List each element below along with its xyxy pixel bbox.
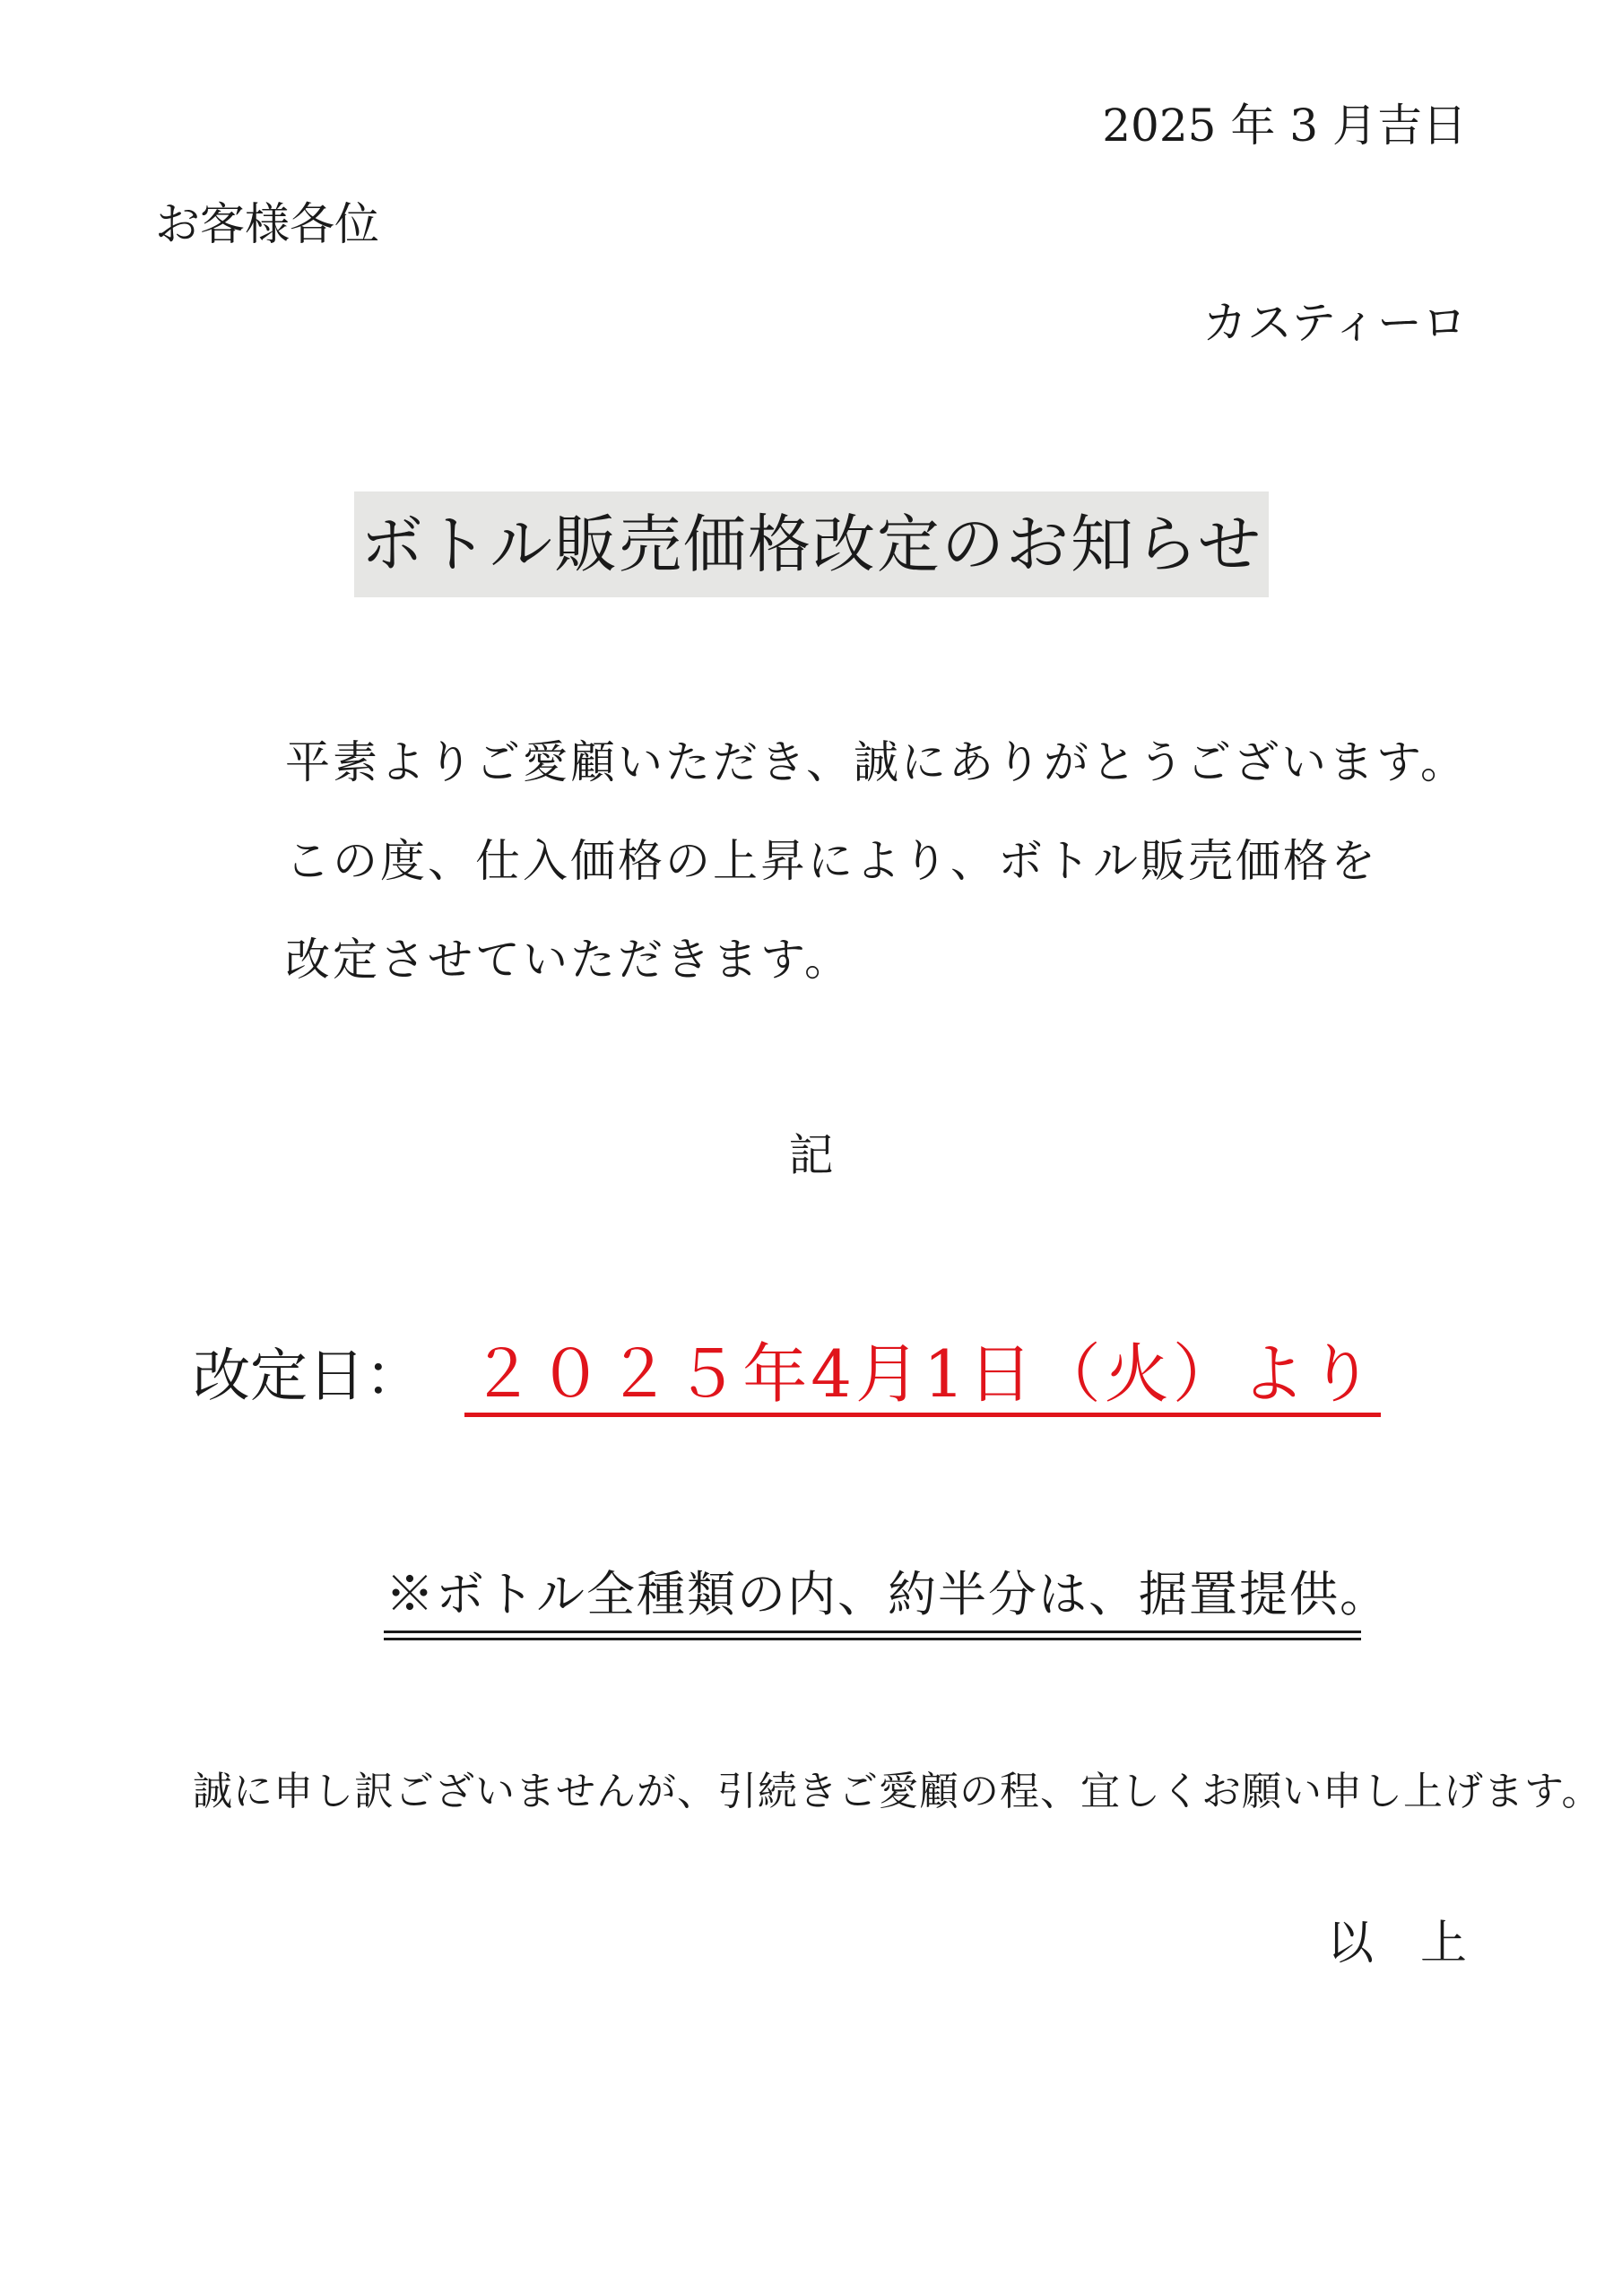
- note-double-underline-top: [384, 1631, 1361, 1633]
- ki-heading: 記: [788, 1129, 834, 1181]
- revision-date-value: ２０２５年4月1日（火）より: [470, 1336, 1377, 1412]
- closing-word: 以 上: [1326, 1917, 1467, 1970]
- document-title: ボトル販売価格改定のお知らせ: [360, 508, 1262, 581]
- title-banner: [354, 491, 1269, 597]
- body-paragraph-line: この度、仕入価格の上昇により、ボトル販売価格を: [285, 835, 1378, 887]
- apology-line: 誠に申し訳ございませんが、引続きご愛顧の程、宜しくお願い申し上げます。: [193, 1769, 1602, 1814]
- document-date: 2025 年 3 月吉日: [1102, 100, 1467, 152]
- note-double-underline-bottom: [384, 1638, 1361, 1640]
- body-paragraph-line: 改定させていただきます。: [285, 934, 852, 986]
- sender-name: カスティーロ: [1202, 297, 1467, 349]
- note-line: ※ボトル全種類の内、約半分は、据置提供。: [386, 1566, 1390, 1622]
- recipient-line: お客様各位: [155, 198, 379, 250]
- body-paragraph-line: 平素よりご愛顧いただき、誠にありがとうございます。: [285, 736, 1468, 788]
- revision-date-label: 改定日：: [193, 1344, 422, 1410]
- revision-date-underline: [464, 1413, 1381, 1417]
